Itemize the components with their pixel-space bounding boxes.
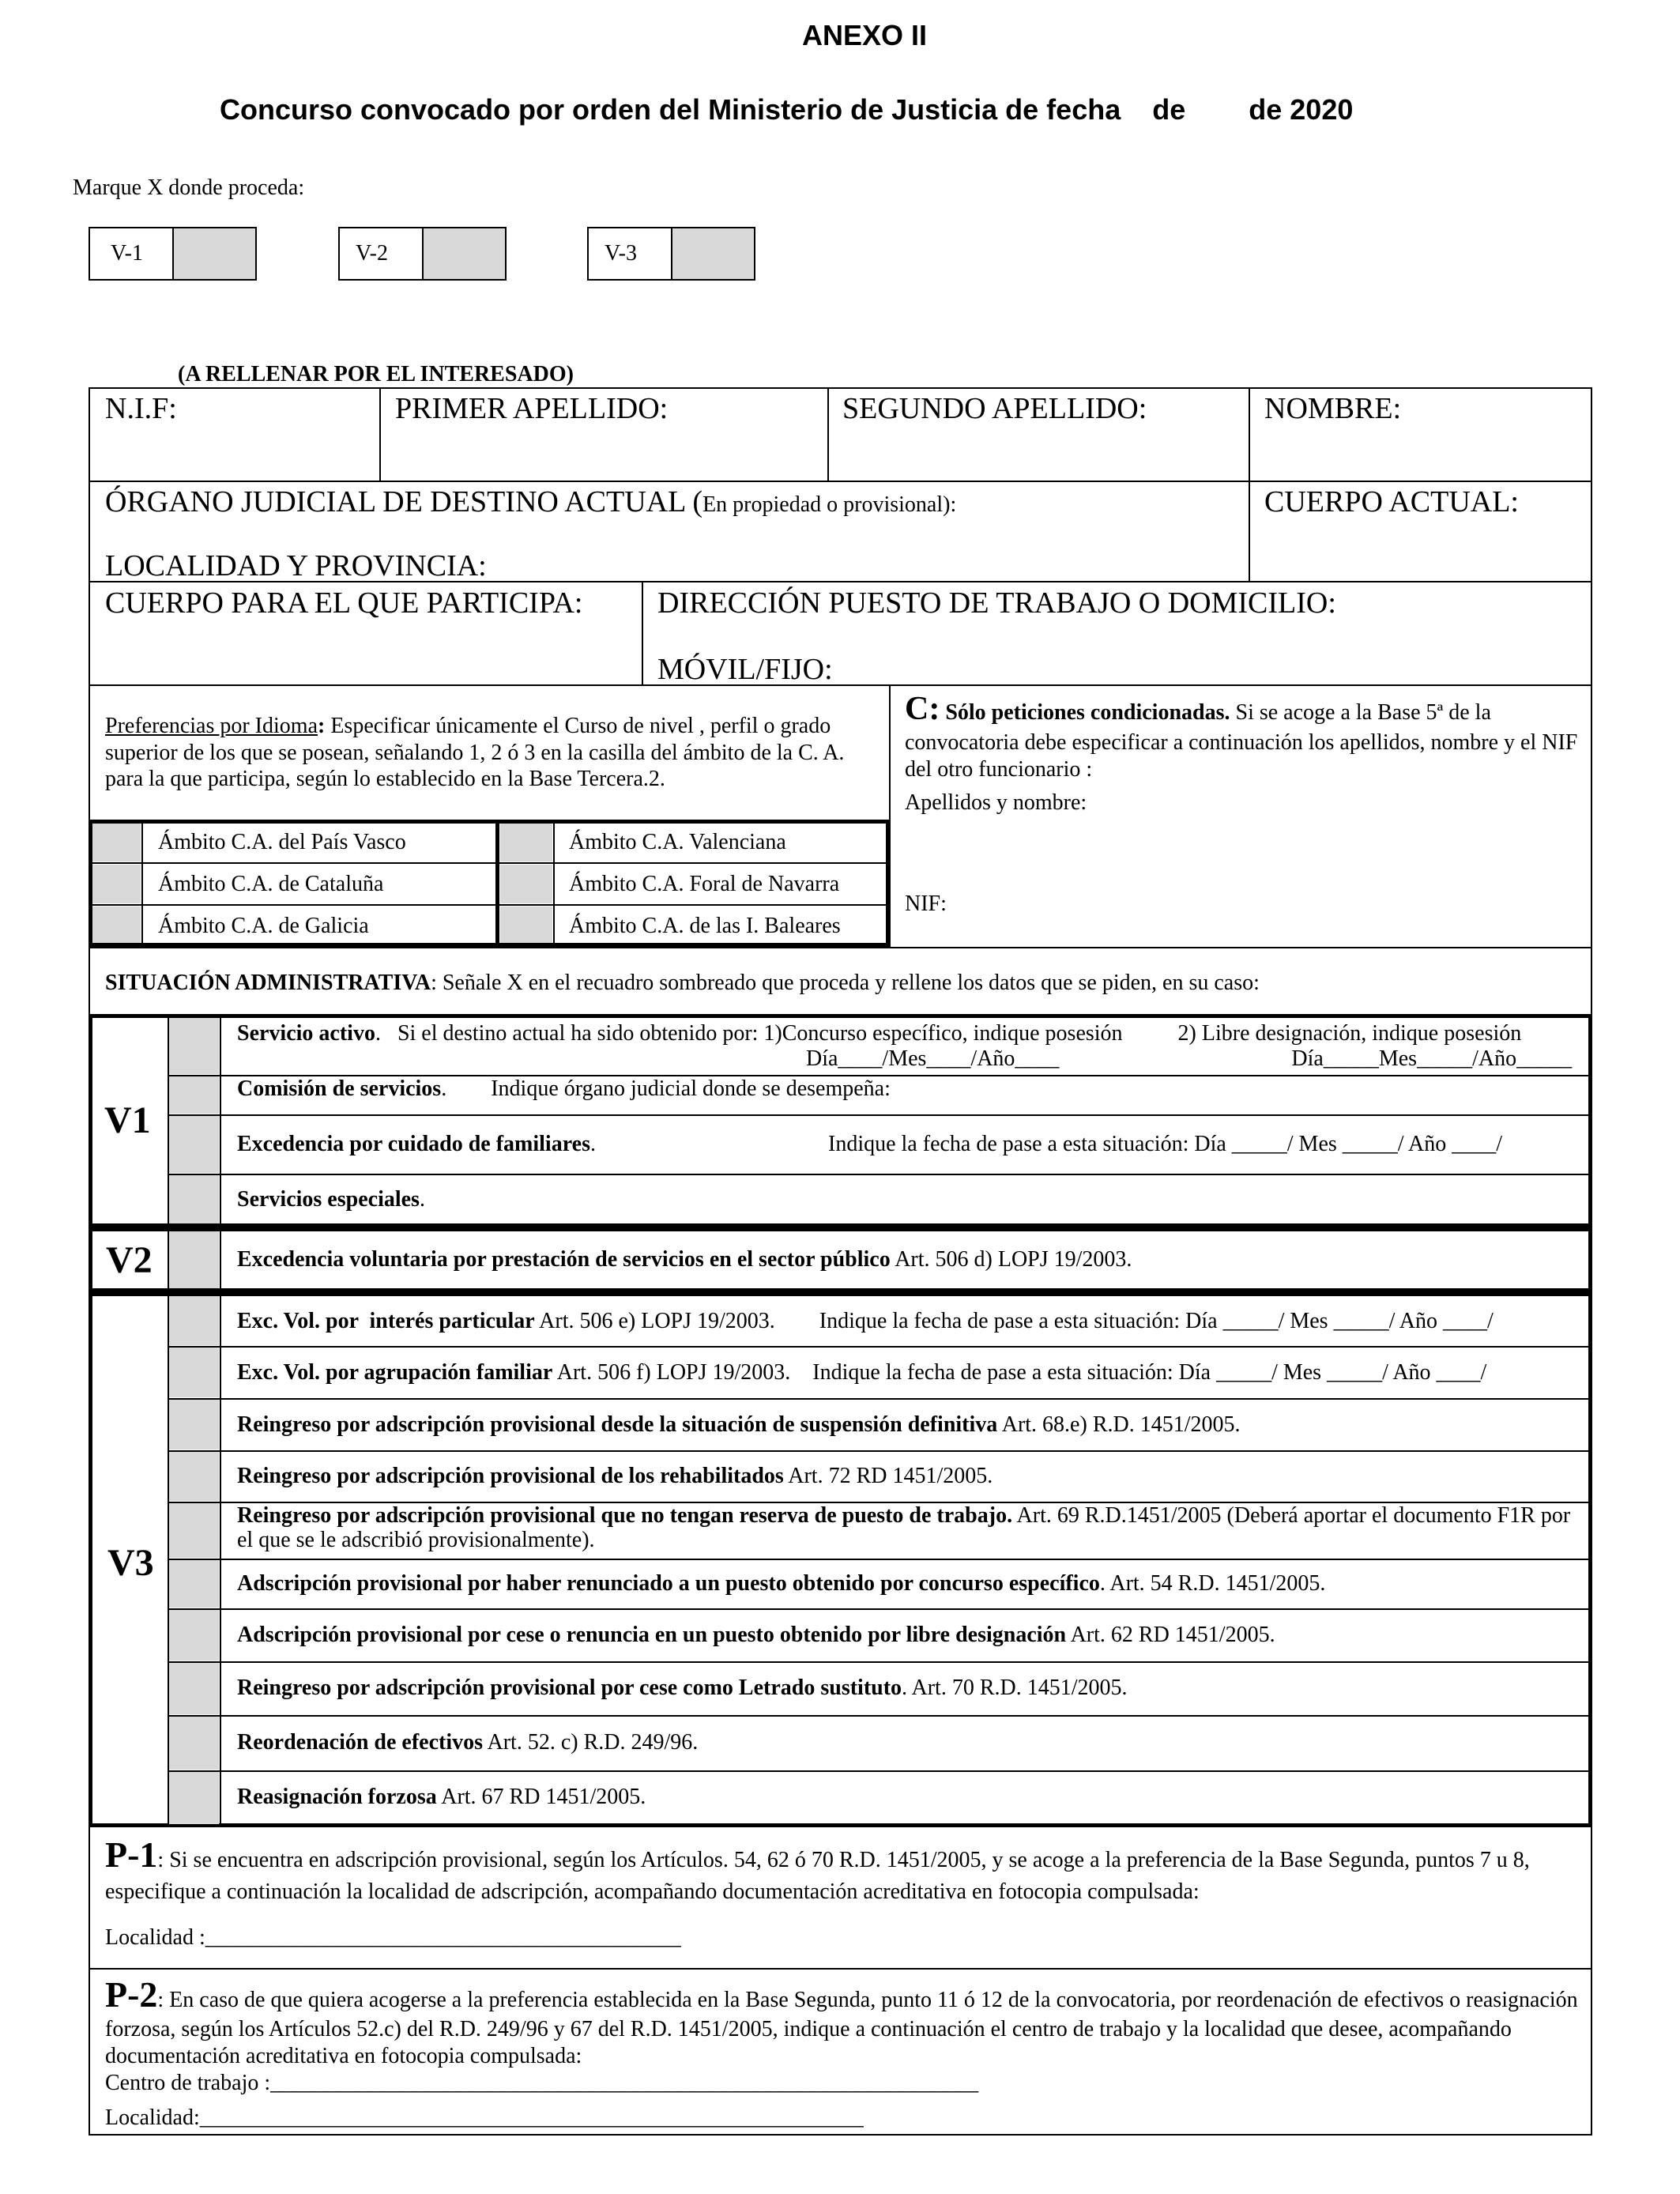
v1-label: V1 bbox=[104, 1099, 151, 1141]
primer-apellido-field[interactable]: PRIMER APELLIDO: bbox=[395, 392, 669, 425]
option-v3[interactable] bbox=[587, 227, 755, 281]
page-subtitle: Concurso convocado por orden del Ministerio de Justicia de fecha de de 2020 bbox=[220, 93, 1354, 126]
v3-row-rehabilitados: Reingreso por adscripción provisional de los rehabilitados Art. 72 RD 1451/2005. bbox=[237, 1464, 993, 1488]
v3-checkbox[interactable] bbox=[169, 1452, 219, 1501]
v3-checkbox[interactable] bbox=[169, 1772, 219, 1824]
v3-checkbox[interactable] bbox=[169, 1610, 219, 1661]
v3-checkbox[interactable] bbox=[169, 1400, 219, 1449]
p1-label: P-1 bbox=[105, 1834, 158, 1875]
idioma-instructions: Preferencias por Idioma: Especificar únicamente el Curso de nivel , perfil o grado superior de los que se posean, señalando 1, 2 ó 3 en la casilla del ámbito de la C. A. para la que participa, según lo establecido en la Base Tercera.2. bbox=[105, 714, 845, 792]
p2-centro-field[interactable]: Centro de trabajo :________________________________________________________________ bbox=[105, 2071, 979, 2095]
v3-row-letrado-sustituto: Reingreso por adscripción provisional por cese como Letrado sustituto. Art. 70 R.D. 1451/2005. bbox=[237, 1676, 1128, 1700]
ambito-checkbox[interactable] bbox=[92, 865, 141, 903]
condicionadas-apellidos-field[interactable]: Apellidos y nombre: bbox=[905, 790, 1087, 815]
v3-checkbox[interactable] bbox=[169, 1717, 219, 1770]
p2-text: P-2: En caso de que quiera acogerse a la preferencia establecida en la Base Segunda, punto 11 ó 12 de la convocatoria, por reordenación de efectivos o reasignación forzosa, según los Artículos 52.c) del R.D. 249/96 y 67 del R.D. 1451/2005, indique a continuación el centro de trabajo y la localidad que desee, acompañando documentación acreditativa en fotocopia compulsada: bbox=[105, 1974, 1578, 2068]
condicionadas-nif-field[interactable]: NIF: bbox=[905, 892, 947, 916]
page-title: ANEXO II bbox=[802, 19, 928, 51]
ambito-checkbox[interactable] bbox=[500, 907, 552, 943]
p2-localidad-field[interactable]: Localidad:____________________________________________________________ bbox=[105, 2105, 864, 2130]
ambito-checkbox[interactable] bbox=[500, 865, 552, 903]
option-v1-label: V-1 bbox=[111, 241, 143, 266]
ambito-label: Ámbito C.A. de las I. Baleares bbox=[569, 914, 841, 938]
option-v3-checkbox[interactable] bbox=[671, 228, 754, 279]
p1-text: P-1: Si se encuentra en adscripción provisional, según los Artículos. 54, 62 ó 70 R.D. 1451/2005, y se acoge a la preferencia de la Base Segunda, puntos 7 u 8, especifique a continuación la localidad de adscripción, acompañando documentación acreditativa en fotocopia compulsada: bbox=[105, 1834, 1530, 1904]
organo-label: ÓRGANO JUDICIAL DE DESTINO ACTUAL ( bbox=[105, 485, 703, 518]
v3-checkbox[interactable] bbox=[169, 1663, 219, 1714]
ambito-label: Ámbito C.A. de Cataluña bbox=[158, 872, 384, 896]
ambito-checkbox[interactable] bbox=[92, 824, 141, 861]
option-v1[interactable] bbox=[89, 227, 257, 281]
v3-row-renuncia-concurso: Adscripción provisional por haber renunciado a un puesto obtenido por concurso específico. Art. 54 R.D. 1451/2005. bbox=[237, 1571, 1326, 1596]
ambito-checkbox[interactable] bbox=[92, 907, 141, 943]
v3-row-reordenacion: Reordenación de efectivos Art. 52. c) R.D. 249/96. bbox=[237, 1730, 699, 1755]
v3-row-sin-reserva: Reingreso por adscripción provisional que no tengan reserva de puesto de trabajo. Art. 69 R.D.1451/2005 (Deberá aportar el documento F1R por el que se le adscribió provisionalmente). bbox=[237, 1503, 1571, 1553]
v3-label: V3 bbox=[107, 1542, 154, 1584]
cuerpo-participa-field[interactable]: CUERPO PARA EL QUE PARTICIPA: bbox=[105, 586, 583, 620]
v1-row-servicios-especiales: Servicios especiales. bbox=[237, 1187, 425, 1212]
instruction-text: Marque X donde proceda: bbox=[73, 175, 305, 200]
v3-checkbox[interactable] bbox=[169, 1348, 219, 1397]
v3-row-libre-designacion: Adscripción provisional por cese o renuncia en un puesto obtenido por libre designación Art. 62 RD 1451/2005. bbox=[237, 1623, 1275, 1647]
condicionadas-text: C: Sólo peticiones condicionadas. Si se acoge a la Base 5ª de la convocatoria debe especificar a continuación los apellidos, nombre y el NIF del otro funcionario : bbox=[905, 691, 1578, 782]
condicionadas-letter: C: bbox=[905, 691, 940, 727]
v2-checkbox[interactable] bbox=[169, 1231, 219, 1288]
ambito-label: Ámbito C.A. de Galicia bbox=[158, 914, 369, 938]
v1-checkbox[interactable] bbox=[169, 1116, 219, 1173]
v2-row-excedencia-sector-publico: Excedencia voluntaria por prestación de servicios en el sector público Art. 506 d) LOPJ 19/2003. bbox=[237, 1247, 1132, 1272]
p1-localidad-field[interactable]: Localidad :___________________________________________ bbox=[105, 1925, 681, 1950]
v1-row-servicio-activo-dates: Día____/Mes____/Año____ Día_____Mes_____/Año_____ bbox=[806, 1046, 1573, 1071]
cuerpo-actual-field[interactable]: CUERPO ACTUAL: bbox=[1264, 485, 1519, 518]
nif-field[interactable]: N.I.F: bbox=[105, 392, 177, 425]
organo-note: En propiedad o provisional): bbox=[703, 492, 957, 517]
v3-row-agrupacion-familiar: Exc. Vol. por agrupación familiar Art. 506 f) LOPJ 19/2003. Indique la fecha de pase a esta situación: Día _____/ Mes _____/ Año ____/ bbox=[237, 1360, 1487, 1385]
option-v2[interactable] bbox=[338, 227, 507, 281]
ambito-label: Ámbito C.A. Foral de Navarra bbox=[569, 872, 840, 896]
situacion-instructions: SITUACIÓN ADMINISTRATIVA: Señale X en el recuadro sombreado que proceda y rellene los datos que se piden, en su caso: bbox=[105, 971, 1260, 995]
v1-row-servicio-activo: Servicio activo. Si el destino actual ha sido obtenido por: 1)Concurso específico, indique posesión 2) Libre designación, indique posesión bbox=[237, 1021, 1522, 1046]
localidad-field[interactable]: LOCALIDAD Y PROVINCIA: bbox=[105, 549, 487, 582]
v1-row-excedencia: Excedencia por cuidado de familiares. bbox=[237, 1132, 596, 1156]
p2-label: P-2 bbox=[105, 1974, 158, 2015]
v1-checkbox[interactable] bbox=[169, 1076, 219, 1114]
ambito-checkbox[interactable] bbox=[500, 824, 552, 861]
v3-row-suspension-definitiva: Reingreso por adscripción provisional desde la situación de suspensión definitiva Art. 68.e) R.D. 1451/2005. bbox=[237, 1412, 1241, 1437]
idioma-label: Preferencias por Idioma bbox=[105, 714, 318, 738]
v3-checkbox[interactable] bbox=[169, 1296, 219, 1345]
v3-checkbox[interactable] bbox=[169, 1503, 219, 1558]
v1-row-comision: Comisión de servicios. Indique órgano judicial donde se desempeña: bbox=[237, 1076, 891, 1101]
v3-row-reasignacion: Reasignación forzosa Art. 67 RD 1451/2005. bbox=[237, 1785, 646, 1809]
section-label-interesado: (A RELLENAR POR EL INTERESADO) bbox=[178, 362, 574, 386]
v1-checkbox[interactable] bbox=[169, 1175, 219, 1223]
option-v1-checkbox[interactable] bbox=[172, 228, 255, 279]
option-v2-checkbox[interactable] bbox=[422, 228, 505, 279]
ambito-label: Ámbito C.A. del País Vasco bbox=[158, 830, 406, 854]
v1-row-excedencia-date: Indique la fecha de pase a esta situación: Día _____/ Mes _____/ Año ____/ bbox=[828, 1132, 1503, 1156]
nombre-field[interactable]: NOMBRE: bbox=[1264, 392, 1402, 425]
ambito-label: Ámbito C.A. Valenciana bbox=[569, 830, 786, 854]
segundo-apellido-field[interactable]: SEGUNDO APELLIDO: bbox=[842, 392, 1147, 425]
direccion-field[interactable]: DIRECCIÓN PUESTO DE TRABAJO O DOMICILIO: bbox=[657, 586, 1336, 620]
option-v3-label: V-3 bbox=[605, 241, 637, 266]
v2-label: V2 bbox=[106, 1239, 153, 1281]
organo-field[interactable] bbox=[105, 485, 956, 520]
v3-row-interes-particular: Exc. Vol. por interés particular Art. 506 e) LOPJ 19/2003. Indique la fecha de pase a esta situación: Día _____/ Mes _____/ Año ____/ bbox=[237, 1309, 1494, 1333]
v1-checkbox[interactable] bbox=[169, 1018, 219, 1074]
v3-checkbox[interactable] bbox=[169, 1560, 219, 1608]
movil-field[interactable]: MÓVIL/FIJO: bbox=[657, 653, 833, 686]
option-v2-label: V-2 bbox=[356, 241, 388, 266]
